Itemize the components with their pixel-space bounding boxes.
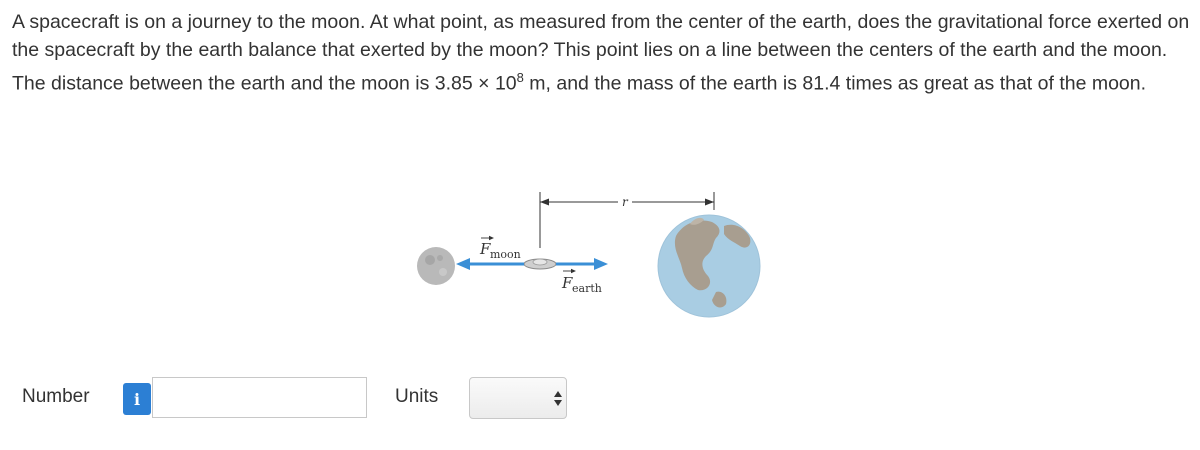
distance-label: r: [622, 195, 628, 209]
number-label: Number: [22, 386, 90, 407]
force-moon-arrow: [456, 258, 524, 270]
info-icon[interactable]: i: [123, 383, 151, 415]
force-earth-symbol: F: [562, 274, 573, 292]
force-earth-subscript: earth: [572, 282, 602, 295]
earth-illustration: [658, 215, 760, 317]
force-moon-symbol: F: [480, 240, 491, 258]
question-text-part1: A spacecraft is on a journey to the moon. At what point, as measured from the center of the earth, does the gravitational force exerted on the spacecraft by the earth balance that exerted by the moon? This point lies on a line between the centers of the earth and the moon. The distance between the earth and the moon is 3.85 × 10: [12, 11, 1190, 95]
question-text: [12, 8, 1192, 98]
select-arrows-icon: [554, 391, 563, 407]
units-label: Units: [395, 386, 439, 407]
force-moon-label: [479, 236, 521, 261]
spacecraft-illustration: [524, 259, 556, 269]
force-earth-arrow: [556, 258, 608, 270]
question-text-part2: m, and the mass of the earth is 81.4 times as great as that of the moon.: [523, 72, 1147, 95]
force-earth-label: [561, 269, 602, 295]
moon-illustration: [417, 247, 455, 285]
force-moon-subscript: moon: [490, 248, 521, 261]
units-select[interactable]: [469, 377, 567, 419]
number-input[interactable]: [152, 377, 367, 418]
distance-dimension: [540, 192, 714, 248]
question-exponent: 8: [516, 70, 524, 85]
